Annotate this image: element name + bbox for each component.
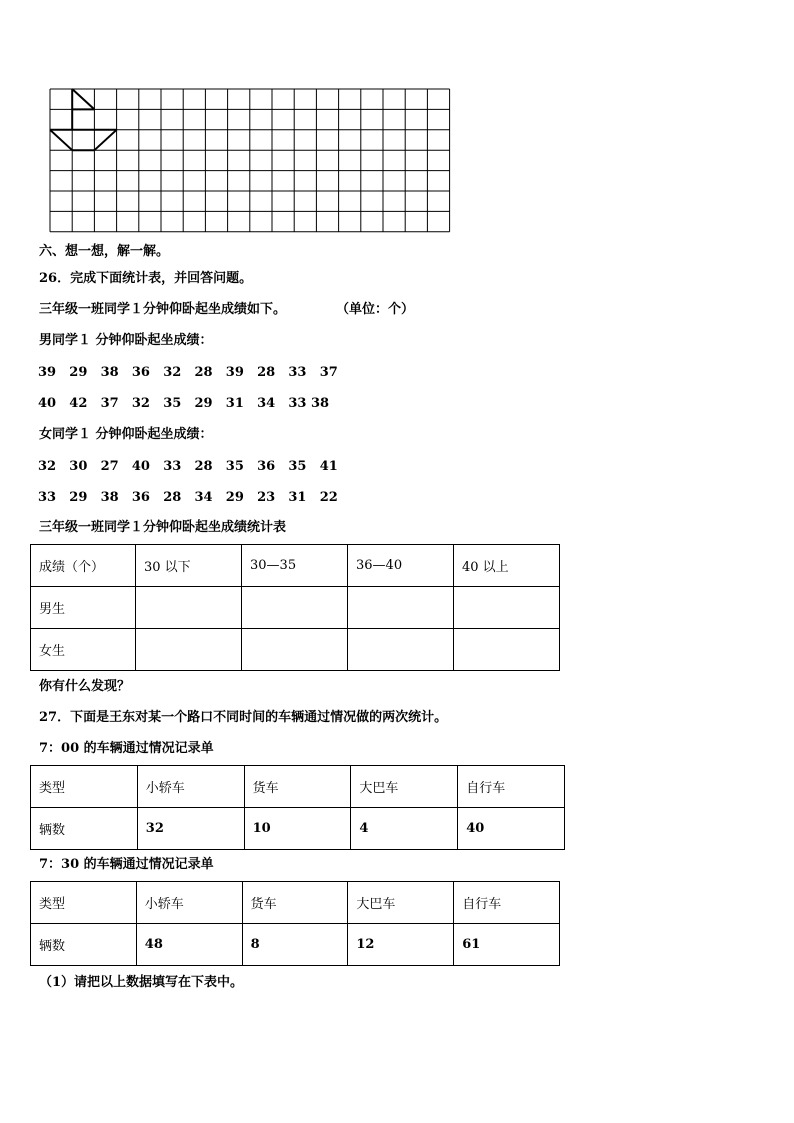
row-label: 辆数 [31, 924, 137, 966]
score-value: 29 [69, 365, 88, 380]
blank-cell[interactable] [454, 587, 560, 629]
header-cell: 小轿车 [136, 882, 242, 924]
q27-sub-question-1: （1）请把以上数据填写在下表中。 [39, 975, 244, 990]
table-header-row [31, 766, 565, 808]
value-cell: 8 [242, 924, 348, 966]
blank-cell[interactable] [348, 629, 454, 671]
section-6-title: 六、想一想，解一解。 [39, 244, 170, 259]
score-value: 33 [38, 490, 57, 505]
score-value: 32 [38, 459, 57, 474]
score-value: 36 [131, 365, 150, 380]
score-value: 22 [319, 490, 338, 505]
score-value: 32 [163, 365, 182, 380]
blank-cell[interactable] [136, 587, 242, 629]
header-cell: 自行车 [454, 882, 560, 924]
blank-cell[interactable] [242, 629, 348, 671]
blank-cell[interactable] [454, 629, 560, 671]
table-row [31, 808, 565, 850]
score-value: 34 [194, 490, 213, 505]
question-27-title: 27．下面是王东对某一个路口不同时间的车辆通过情况做的两次统计。 [39, 710, 448, 725]
value-cell: 10 [244, 808, 351, 850]
score-value: 40 [38, 396, 57, 411]
boat-hull-right [94, 130, 116, 150]
header-cell: 36—40 [348, 545, 454, 587]
value-cell: 4 [351, 808, 458, 850]
score-value: 30 [69, 459, 88, 474]
header-cell: 类型 [31, 766, 138, 808]
header-cell: 大巴车 [348, 882, 454, 924]
score-value: 29 [194, 396, 213, 411]
blank-cell[interactable] [136, 629, 242, 671]
q26-unit: （单位：个） [336, 302, 415, 317]
situps-stat-table [30, 544, 560, 671]
score-value: 32 [131, 396, 150, 411]
score-value: 40 [131, 459, 150, 474]
score-value: 35 [163, 396, 182, 411]
score-value: 31 [225, 396, 244, 411]
header-cell: 30 以下 [136, 545, 242, 587]
row-label: 辆数 [31, 808, 138, 850]
score-value: 31 [288, 490, 307, 505]
traffic-700-table [30, 765, 565, 850]
score-value: 36 [257, 459, 276, 474]
score-value: 37 [319, 365, 338, 380]
girls-scores-label: 女同学１ 分钟仰卧起坐成绩： [39, 427, 213, 442]
header-cell: 小轿车 [137, 766, 244, 808]
question-26-title: 26．完成下面统计表，并回答问题。 [39, 271, 253, 286]
table-row-girls [31, 629, 560, 671]
boys-scores-label: 男同学１ 分钟仰卧起坐成绩： [39, 333, 213, 348]
score-value: 37 [100, 396, 119, 411]
q26-intro: 三年级一班同学１分钟仰卧起坐成绩如下。 [39, 302, 287, 317]
q26-question: 你有什么发现？ [39, 679, 131, 694]
header-cell: 30—35 [242, 545, 348, 587]
score-value: 42 [69, 396, 88, 411]
header-cell: 自行车 [458, 766, 565, 808]
score-value: 33 [288, 365, 307, 380]
boat-hull-left [50, 130, 72, 150]
score-value: 38 [100, 490, 119, 505]
score-value: 36 [131, 490, 150, 505]
score-value: 27 [100, 459, 119, 474]
score-value: 35 [225, 459, 244, 474]
header-cell: 40 以上 [454, 545, 560, 587]
header-cell: 类型 [31, 882, 137, 924]
row-label: 女生 [31, 629, 136, 671]
score-value: 29 [225, 490, 244, 505]
value-cell: 48 [136, 924, 242, 966]
score-value: 33 38 [288, 396, 330, 411]
table-header-row [31, 545, 560, 587]
header-cell: 成绩（个） [31, 545, 136, 587]
score-value: 41 [319, 459, 338, 474]
score-value: 39 [225, 365, 244, 380]
score-value: 28 [163, 490, 182, 505]
value-cell: 32 [137, 808, 244, 850]
header-cell: 大巴车 [351, 766, 458, 808]
score-value: 35 [288, 459, 307, 474]
score-value: 28 [194, 459, 213, 474]
traffic-700-title: 7：00 的车辆通过情况记录单 [39, 741, 214, 756]
table-row-boys [31, 587, 560, 629]
traffic-730-table [30, 881, 560, 966]
score-value: 28 [194, 365, 213, 380]
blank-cell[interactable] [242, 587, 348, 629]
score-value: 23 [257, 490, 276, 505]
header-cell: 货车 [242, 882, 348, 924]
boat-sail-edge [72, 89, 94, 109]
header-cell: 货车 [244, 766, 351, 808]
traffic-730-title: 7：30 的车辆通过情况记录单 [39, 857, 214, 872]
value-cell: 61 [454, 924, 560, 966]
table-header-row [31, 882, 560, 924]
score-value: 39 [38, 365, 57, 380]
situps-table-title: 三年级一班同学１分钟仰卧起坐成绩统计表 [39, 520, 287, 535]
grid-with-boat-drawing [49, 88, 451, 234]
score-value: 38 [100, 365, 119, 380]
score-value: 29 [69, 490, 88, 505]
value-cell: 12 [348, 924, 454, 966]
score-value: 33 [163, 459, 182, 474]
row-label: 男生 [31, 587, 136, 629]
table-row [31, 924, 560, 966]
score-value: 28 [257, 365, 276, 380]
value-cell: 40 [458, 808, 565, 850]
score-value: 34 [257, 396, 276, 411]
blank-cell[interactable] [348, 587, 454, 629]
